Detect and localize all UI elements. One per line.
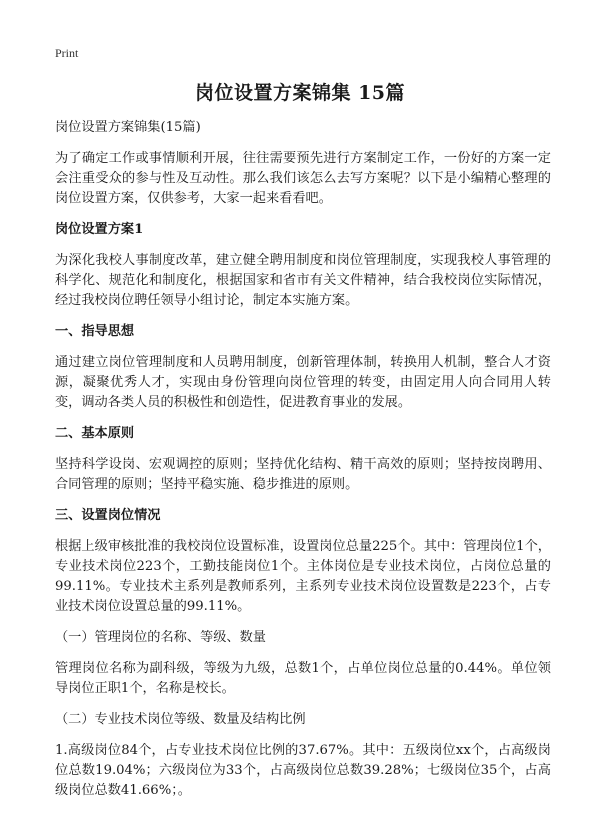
document-subtitle: 岗位设置方案锦集(15篇) — [55, 120, 201, 135]
position-setting-paragraph: 根据上级审核批准的我校岗位设置标准，设置岗位总量225个。其中：管理岗位1个，专业技术岗位223个，工勤技能岗位1个。主体岗位是专业技术岗位，占岗位总量的99.11%。专业技术主系列是教师系列，主系列专业技术岗位设置数是223个，占专业技术岗位设置总量的99.11%。 — [55, 539, 551, 614]
management-position-paragraph: 管理岗位名称为副科级，等级为九级，总数1个，占单位岗位总量的0.44%。单位领导岗位正职1个，名称是校长。 — [55, 661, 551, 696]
guiding-ideology-paragraph: 通过建立岗位管理制度和人员聘用制度，创新管理体制，转换用人机制，整合人才资源，凝聚优秀人才，实现由身份管理向岗位管理的转变，由固定用人向合同用人转变，调动各类人员的积极性和创造性，促进教育事业的发展。 — [55, 355, 551, 410]
technical-position-paragraph: 1.高级岗位84个，占专业技术岗位比例的37.67%。其中：五级岗位xx个，占高级岗位总数19.04%；六级岗位为33个，占高级岗位总数39.28%；七级岗位35个，占高级岗位总数41.66%；。 — [55, 743, 551, 798]
basic-principles-heading: 二、基本原则 — [55, 426, 135, 441]
print-label: Print — [55, 46, 79, 60]
section-paragraph: 为深化我校人事制度改革，建立健全聘用制度和岗位管理制度，实现我校人事管理的科学化、规范化和制度化，根据国家和省市有关文件精神，结合我校岗位实际情况，经过我校岗位聘任领导小组讨论，制定本实施方案。 — [55, 253, 551, 308]
position-setting-heading: 三、设置岗位情况 — [55, 508, 161, 523]
guiding-ideology-heading: 一、指导思想 — [55, 324, 135, 339]
basic-principles-paragraph: 坚持科学设岗、宏观调控的原则；坚持优化结构、精干高效的原则；坚持按岗聘用、合同管理的原则；坚持平稳实施、稳步推进的原则。 — [55, 457, 551, 492]
intro-paragraph: 为了确定工作或事情顺利开展，往往需要预先进行方案制定工作，一份好的方案一定会注重受众的参与性及互动性。那么我们该怎么去写方案呢？以下是小编精心整理的岗位设置方案，仅供参考，大家一起来看看吧。 — [55, 151, 551, 206]
document-body — [55, 118, 551, 812]
technical-position-subheading: （二）专业技术岗位等级、数量及结构比例 — [55, 712, 306, 727]
management-position-subheading: （一）管理岗位的名称、等级、数量 — [55, 630, 266, 645]
page-title: 岗位设置方案锦集 15篇 — [194, 82, 406, 104]
section-heading: 岗位设置方案1 — [55, 222, 144, 237]
